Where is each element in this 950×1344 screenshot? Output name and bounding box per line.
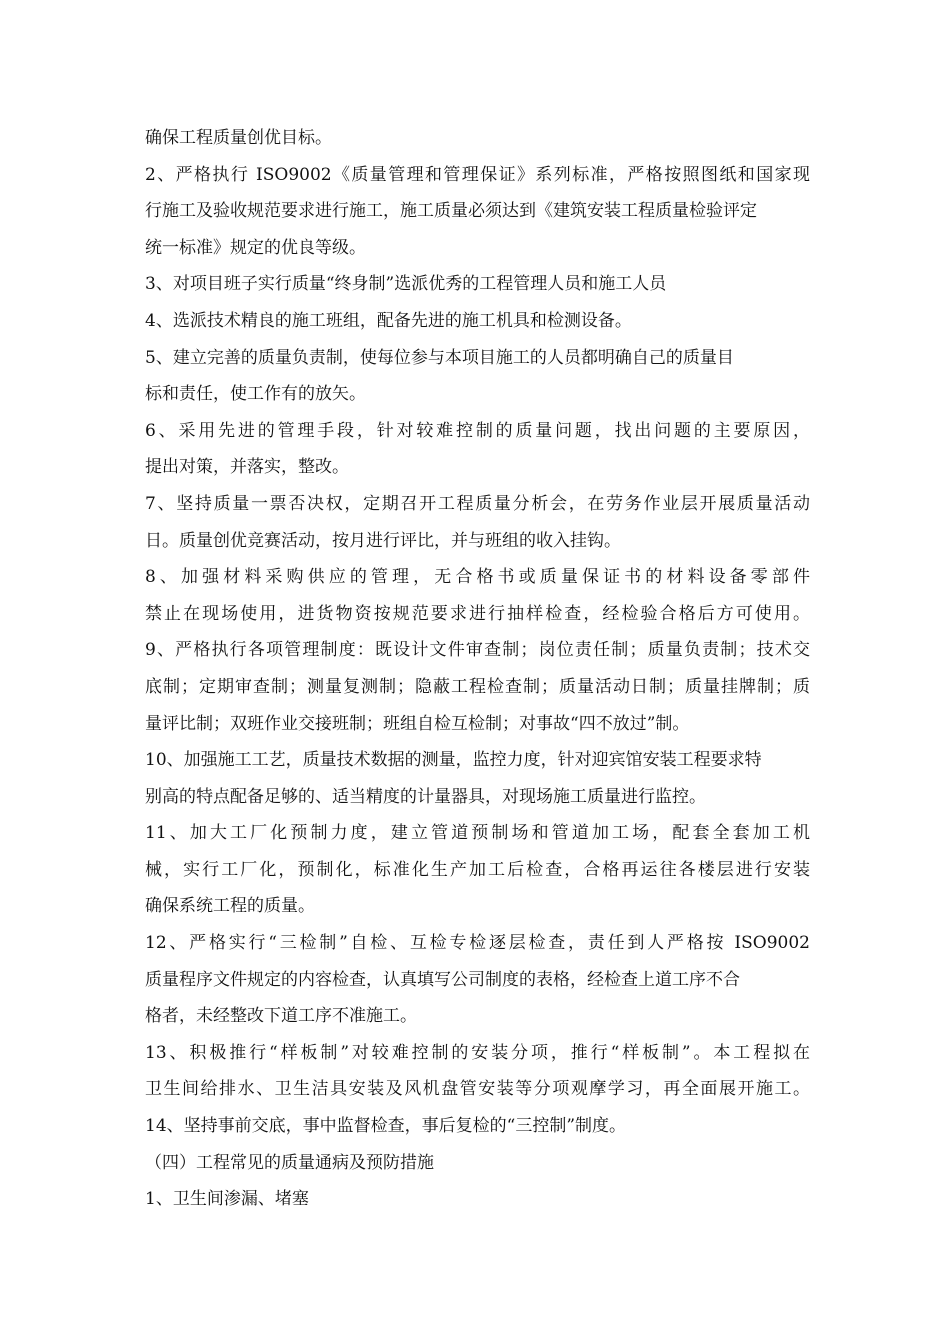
- document-line: 别高的特点配备足够的、适当精度的计量器具，对现场施工质量进行监控。: [145, 786, 706, 807]
- document-line: 13、积极推行“样板制”对较难控制的安装分项，推行“样板制”。本工程拟在: [145, 1042, 810, 1063]
- document-line: 确保工程质量创优目标。: [145, 128, 332, 148]
- document-line: 行施工及验收规范要求进行施工，施工质量必须达到《建筑安装工程质量检验评定: [145, 201, 757, 222]
- document-line: 2、严格执行 ISO9002《质量管理和管理保证》系列标准，严格按照图纸和国家现: [145, 164, 810, 185]
- document-line: 底制；定期审查制；测量复测制；隐蔽工程检查制；质量活动日制；质量挂牌制；质: [145, 676, 810, 697]
- document-line: 械，实行工厂化，预制化，标准化生产加工后检查，合格再运往各楼层进行安装: [145, 859, 810, 880]
- document-line: 质量程序文件规定的内容检查，认真填写公司制度的表格，经检查上道工序不合: [145, 969, 740, 990]
- document-line: 禁止在现场使用，进货物资按规范要求进行抽样检查，经检验合格后方可使用。: [145, 603, 810, 624]
- document-line: 9、严格执行各项管理制度：既设计文件审查制；岗位责任制；质量负责制；技术交: [145, 640, 810, 661]
- document-line: 卫生间给排水、卫生洁具安装及风机盘管安装等分项观摩学习，再全面展开施工。: [145, 1079, 810, 1100]
- document-line: 确保系统工程的质量。: [145, 896, 315, 917]
- document-line: （四）工程常见的质量通病及预防措施: [145, 1152, 434, 1173]
- document-line: 量评比制；双班作业交接班制；班组自检互检制；对事故“四不放过”制。: [145, 713, 690, 734]
- document-line: 10、加强施工工艺，质量技术数据的测量，监控力度，针对迎宾馆安装工程要求特: [145, 750, 762, 771]
- document-line: 提出对策，并落实，整改。: [145, 457, 349, 478]
- document-line: 5、建立完善的质量负责制，使每位参与本项目施工的人员都明确自己的质量目: [145, 347, 734, 368]
- document-line: 11、加大工厂化预制力度，建立管道预制场和管道加工场，配套全套加工机: [145, 823, 810, 844]
- document-line: 格者，未经整改下道工序不准施工。: [145, 1006, 417, 1027]
- document-line: 6、采用先进的管理手段，针对较难控制的质量问题，找出问题的主要原因，: [145, 420, 810, 441]
- document-line: 统一标准》规定的优良等级。: [145, 237, 366, 258]
- document-line: 1、卫生间渗漏、堵塞: [145, 1189, 309, 1210]
- document-line: 12、严格实行“三检制”自检、互检专检逐层检查，责任到人严格按 ISO9002: [145, 933, 810, 954]
- document-line: 3、对项目班子实行质量“终身制”选派优秀的工程管理人员和施工人员: [145, 274, 667, 295]
- document-line: 14、坚持事前交底，事中监督检查，事后复检的“三控制”制度。: [145, 1116, 627, 1137]
- document-line: 8、加强材料采购供应的管理，无合格书或质量保证书的材料设备零部件: [145, 567, 810, 588]
- document-line: 4、选派技术精良的施工班组，配备先进的施工机具和检测设备。: [145, 310, 632, 331]
- document-line: 标和责任，使工作有的放矢。: [145, 384, 366, 405]
- document-line: 7、坚持质量一票否决权，定期召开工程质量分析会，在劳务作业层开展质量活动: [145, 493, 810, 514]
- document-body: [145, 120, 810, 1218]
- document-line: 日。质量创优竞赛活动，按月进行评比，并与班组的收入挂钩。: [145, 530, 621, 551]
